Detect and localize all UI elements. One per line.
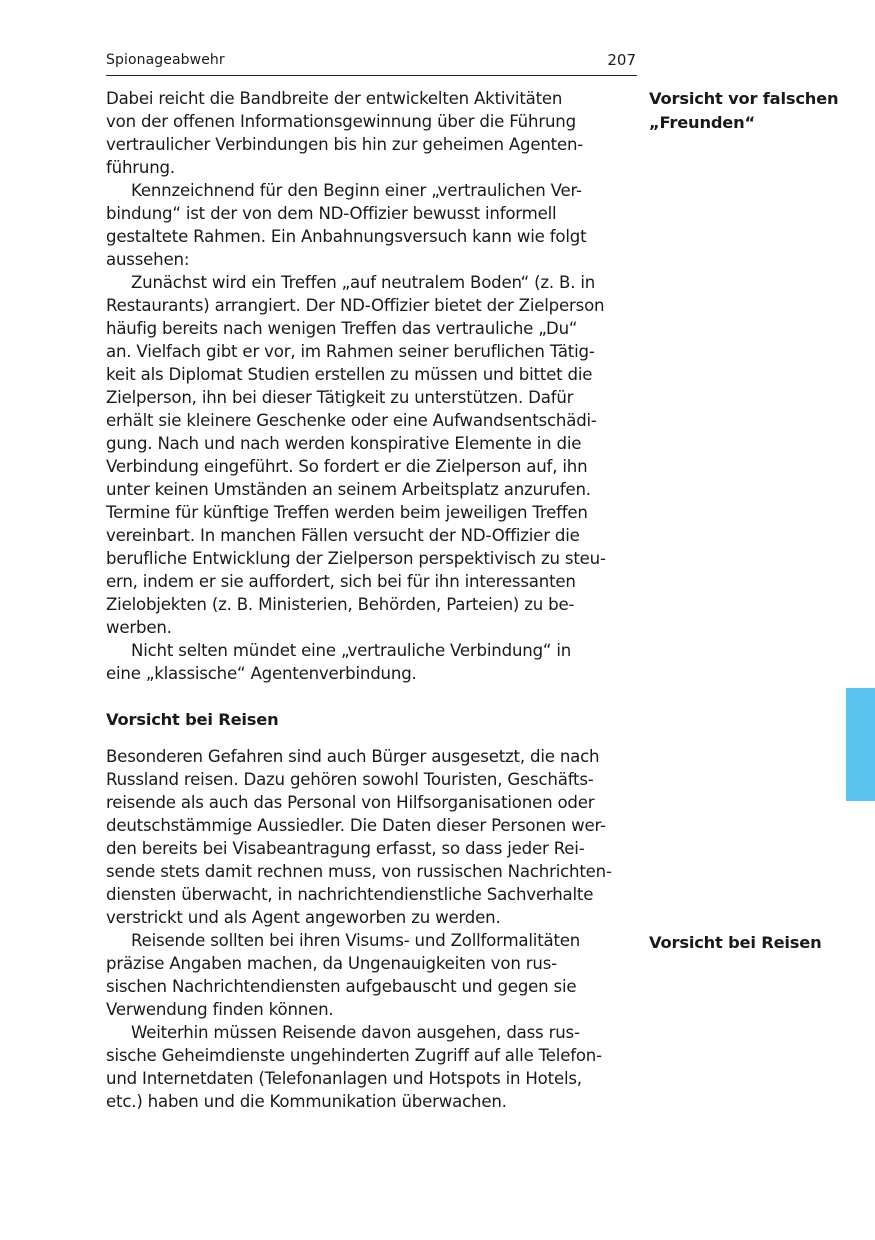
text-line: Nicht selten mündet eine „vertrauliche Verbindung“ in <box>131 641 572 660</box>
text-line: häufig bereits nach wenigen Treffen das vertrauliche „Du“ <box>106 319 578 338</box>
text-line: gestaltete Rahmen. Ein Anbahnungsversuch kann wie folgt <box>106 227 587 246</box>
body-text-section-2 <box>106 745 637 1113</box>
text-line: Besonderen Gefahren sind auch Bürger ausgesetzt, die nach <box>106 747 600 766</box>
page-number: 207 <box>607 51 636 69</box>
text-line: und Internetdaten (Telefonanlagen und Hotspots in Hotels, <box>106 1069 582 1088</box>
chapter-thumb-tab <box>846 688 875 801</box>
text-line: Zunächst wird ein Treffen „auf neutralem Boden“ (z. B. in <box>131 273 596 292</box>
text-line: werben. <box>106 618 172 637</box>
text-line: Russland reisen. Dazu gehören sowohl Touristen, Geschäfts- <box>106 770 594 789</box>
text-line: sischen Nachrichtendiensten aufgebauscht und gegen sie <box>106 977 577 996</box>
text-line: Zielperson, ihn bei dieser Tätigkeit zu unterstützen. Dafür <box>106 388 574 407</box>
text-line: berufliche Entwicklung der Zielperson perspektivisch zu steu- <box>106 549 606 568</box>
text-line: vereinbart. In manchen Fällen versucht der ND-Offizier die <box>106 526 580 545</box>
text-line: von der offenen Informationsgewinnung über die Führung <box>106 112 576 131</box>
margin-note-line: Vorsicht vor falschen <box>649 89 839 108</box>
text-line: sische Geheimdienste ungehinderten Zugriff auf alle Telefon- <box>106 1046 602 1065</box>
text-line: deutschstämmige Aussiedler. Die Daten dieser Personen wer- <box>106 816 606 835</box>
text-line: Verbindung eingeführt. So fordert er die Zielperson auf, ihn <box>106 457 588 476</box>
text-line: unter keinen Umständen an seinem Arbeitsplatz anzurufen. <box>106 480 591 499</box>
text-line: verstrickt und als Agent angeworben zu werden. <box>106 908 501 927</box>
text-line: gung. Nach und nach werden konspirative Elemente in die <box>106 434 582 453</box>
text-line: Kennzeichnend für den Beginn einer „vertraulichen Ver- <box>131 181 582 200</box>
text-line: führung. <box>106 158 175 177</box>
text-line: diensten überwacht, in nachrichtendienstliche Sachverhalte <box>106 885 594 904</box>
text-line: ern, indem er sie auffordert, sich bei für ihn interessanten <box>106 572 576 591</box>
margin-note-false-friends <box>649 87 859 135</box>
running-header <box>106 50 637 76</box>
text-line: den bereits bei Visabeantragung erfasst, so dass jeder Rei- <box>106 839 585 858</box>
body-text-section-1 <box>106 87 637 685</box>
margin-note-line: Vorsicht bei Reisen <box>649 933 822 952</box>
text-line: Zielobjekten (z. B. Ministerien, Behörden, Parteien) zu be- <box>106 595 575 614</box>
text-line: reisende als auch das Personal von Hilfsorganisationen oder <box>106 793 595 812</box>
text-line: vertraulicher Verbindungen bis hin zur geheimen Agenten- <box>106 135 584 154</box>
section-heading: Vorsicht bei Reisen <box>106 710 279 729</box>
text-line: präzise Angaben machen, da Ungenauigkeiten von rus- <box>106 954 557 973</box>
text-line: an. Vielfach gibt er vor, im Rahmen seiner beruflichen Tätig- <box>106 342 595 361</box>
text-line: aussehen: <box>106 250 190 269</box>
text-line: Restaurants) arrangiert. Der ND-Offizier bietet der Zielperson <box>106 296 605 315</box>
margin-note-travel <box>649 931 859 955</box>
text-line: keit als Diplomat Studien erstellen zu müssen und bittet die <box>106 365 593 384</box>
text-line: sende stets damit rechnen muss, von russischen Nachrichten- <box>106 862 612 881</box>
text-line: Weiterhin müssen Reisende davon ausgehen, dass rus- <box>131 1023 580 1042</box>
running-title: Spionageabwehr <box>106 52 225 68</box>
text-line: etc.) haben und die Kommunikation überwachen. <box>106 1092 507 1111</box>
text-line: Verwendung finden können. <box>106 1000 334 1019</box>
margin-note-line: „Freunden“ <box>649 113 756 132</box>
text-line: bindung“ ist der von dem ND-Offizier bewusst informell <box>106 204 557 223</box>
text-line: erhält sie kleinere Geschenke oder eine Aufwandsentschädi- <box>106 411 597 430</box>
text-line: Reisende sollten bei ihren Visums- und Zollformalitäten <box>131 931 581 950</box>
text-line: eine „klassische“ Agentenverbindung. <box>106 664 417 683</box>
text-line: Dabei reicht die Bandbreite der entwickelten Aktivitäten <box>106 89 563 108</box>
text-line: Termine für künftige Treffen werden beim jeweiligen Treffen <box>106 503 588 522</box>
